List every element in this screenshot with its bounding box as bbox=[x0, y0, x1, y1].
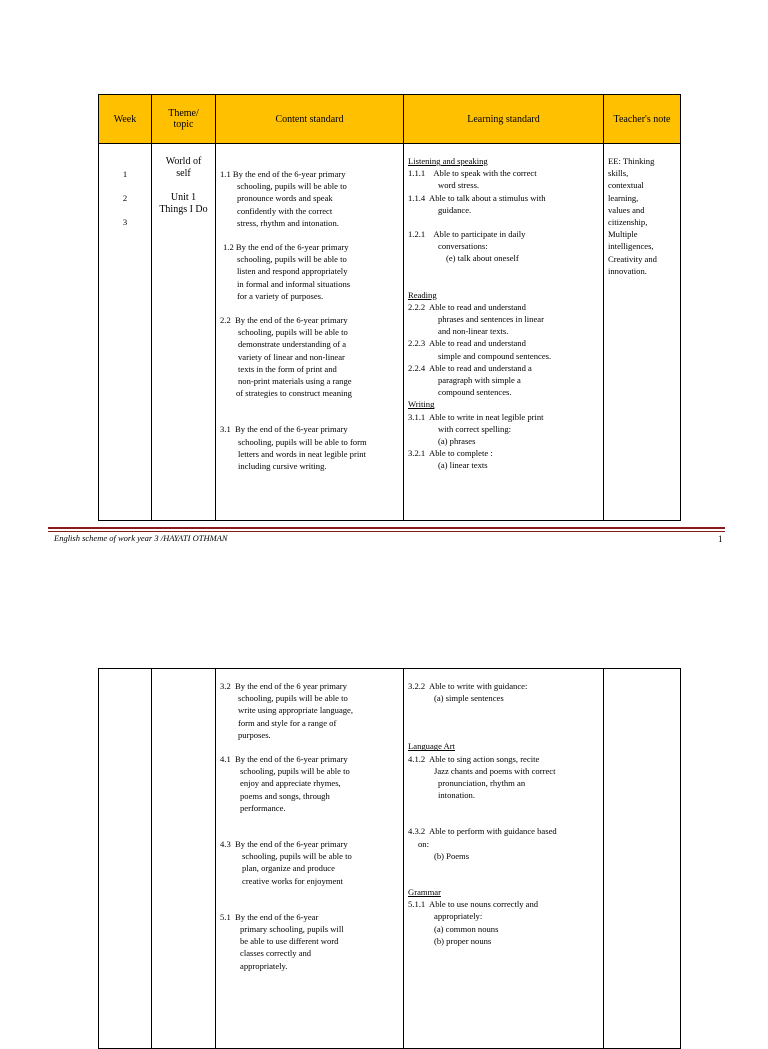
listening-speaking-heading: Listening and speaking bbox=[408, 156, 488, 166]
learning-standard-cell: 3.2.2 Able to write with guidance: (a) simple sentences Language Art 4.1.2 Able to sing action songs, recite Jazz chants and poems with correct pronunciation, rhythm an intonation. 4.3.2 Able to perform with guidance based on: (b) Poems Grammar 5.1.1 Able to use nouns correctly and appropriately: (a) common nouns (b) proper nouns bbox=[404, 669, 604, 1049]
scheme-table-page2 bbox=[98, 668, 681, 1049]
content-standard-item: 2.2 By the end of the 6-year primary schooling, pupils will be able to demonstrate understanding of a variety of linear and non-linear texts in the form of print and non-print materials using a range of strategies to construct meaning bbox=[220, 315, 352, 399]
content-standard-item: 1.1 By the end of the 6-year primary schooling, pupils will be able to pronounce words and speak confidently with the correct stress, rhythm and intonation. bbox=[220, 169, 347, 228]
reading-heading: Reading bbox=[408, 289, 437, 300]
theme-cell bbox=[152, 144, 216, 521]
content-standard-item: 1.2 By the end of the 6-year primary schooling, pupils will be able to listen and respond appropriately in formal and informal situations for a variety of purposes. bbox=[223, 242, 351, 301]
theme-line: self bbox=[176, 168, 191, 179]
theme-cell bbox=[152, 669, 216, 1049]
content-standard-cell bbox=[216, 669, 404, 1049]
table-row bbox=[99, 144, 681, 521]
teachers-note-cell: EE: Thinking skills, contextual learning, values and citizenship, Multiple intelligences, Creativity and innovation. bbox=[604, 144, 681, 521]
content-standard-cell bbox=[216, 144, 404, 521]
header-theme: Theme/ topic bbox=[152, 95, 216, 144]
header-week: Week bbox=[99, 95, 152, 144]
header-learning-standard: Learning standard bbox=[404, 95, 604, 144]
week-cell bbox=[99, 669, 152, 1049]
week-2: 2 bbox=[122, 193, 128, 204]
header-teachers-note: Teacher's note bbox=[604, 95, 681, 144]
footer-text: English scheme of work year 3 /HAYATI OTHMAN bbox=[54, 533, 228, 543]
footer-rule bbox=[48, 531, 725, 532]
content-standard-item: 5.1 By the end of the 6-year primary schooling, pupils will be able to use different word classes correctly and appropriately. bbox=[220, 911, 344, 971]
week-3: 3 bbox=[122, 217, 128, 228]
table-header-row bbox=[99, 95, 681, 144]
scheme-table-page1 bbox=[98, 94, 681, 521]
content-standard-item: 4.1 By the end of the 6-year primary schooling, pupils will be able to enjoy and appreciate rhymes, poems and songs, through performance. bbox=[220, 754, 350, 813]
grammar-heading: Grammar bbox=[408, 887, 441, 898]
unit-line: Unit 1 bbox=[170, 192, 197, 203]
learning-standard-cell: Listening and speaking 1.1.1 Able to speak with the correct word stress. 1.1.4 Able to talk about a stimulus with guidance. 1.2.1 Able to participate in daily conversations: (e) talk about oneself Reading 2.2.2 Able to read and understand phrases and sentences in linear and non-linear texts. 2.2.3 Able to read and understand simple and compound sentences. 2.2.4 Able to read and understand a paragraph with simple a compound sentences. Writing 3.1.1 Able to write in neat legible print with correct spelling: (a) phrases 3.2.1 Able to complete : (a) linear texts bbox=[404, 144, 604, 521]
theme-line: World of bbox=[165, 156, 202, 167]
table-row bbox=[99, 669, 681, 1049]
content-standard-item: 3.1 By the end of the 6-year primary schooling, pupils will be able to form letters and words in neat legible print including cursive writing. bbox=[220, 424, 367, 472]
content-standard-item: 4.3 By the end of the 6-year primary schooling, pupils will be able to plan, organize and produce creative works for enjoyment bbox=[220, 839, 352, 886]
language-art-heading: Language Art bbox=[408, 741, 456, 752]
unit-line: Things I Do bbox=[159, 204, 208, 215]
header-content-standard: Content standard bbox=[216, 95, 404, 144]
footer-rule bbox=[48, 527, 725, 529]
week-cell bbox=[99, 144, 152, 521]
teachers-note-cell bbox=[604, 669, 681, 1049]
writing-heading: Writing bbox=[408, 399, 435, 410]
content-standard-item: 3.2 By the end of the 6 year primary schooling, pupils will be able to write using appropriate language, form and style for a range of purposes. bbox=[220, 681, 354, 740]
page-number: 1 bbox=[718, 534, 723, 544]
week-1: 1 bbox=[122, 169, 128, 179]
